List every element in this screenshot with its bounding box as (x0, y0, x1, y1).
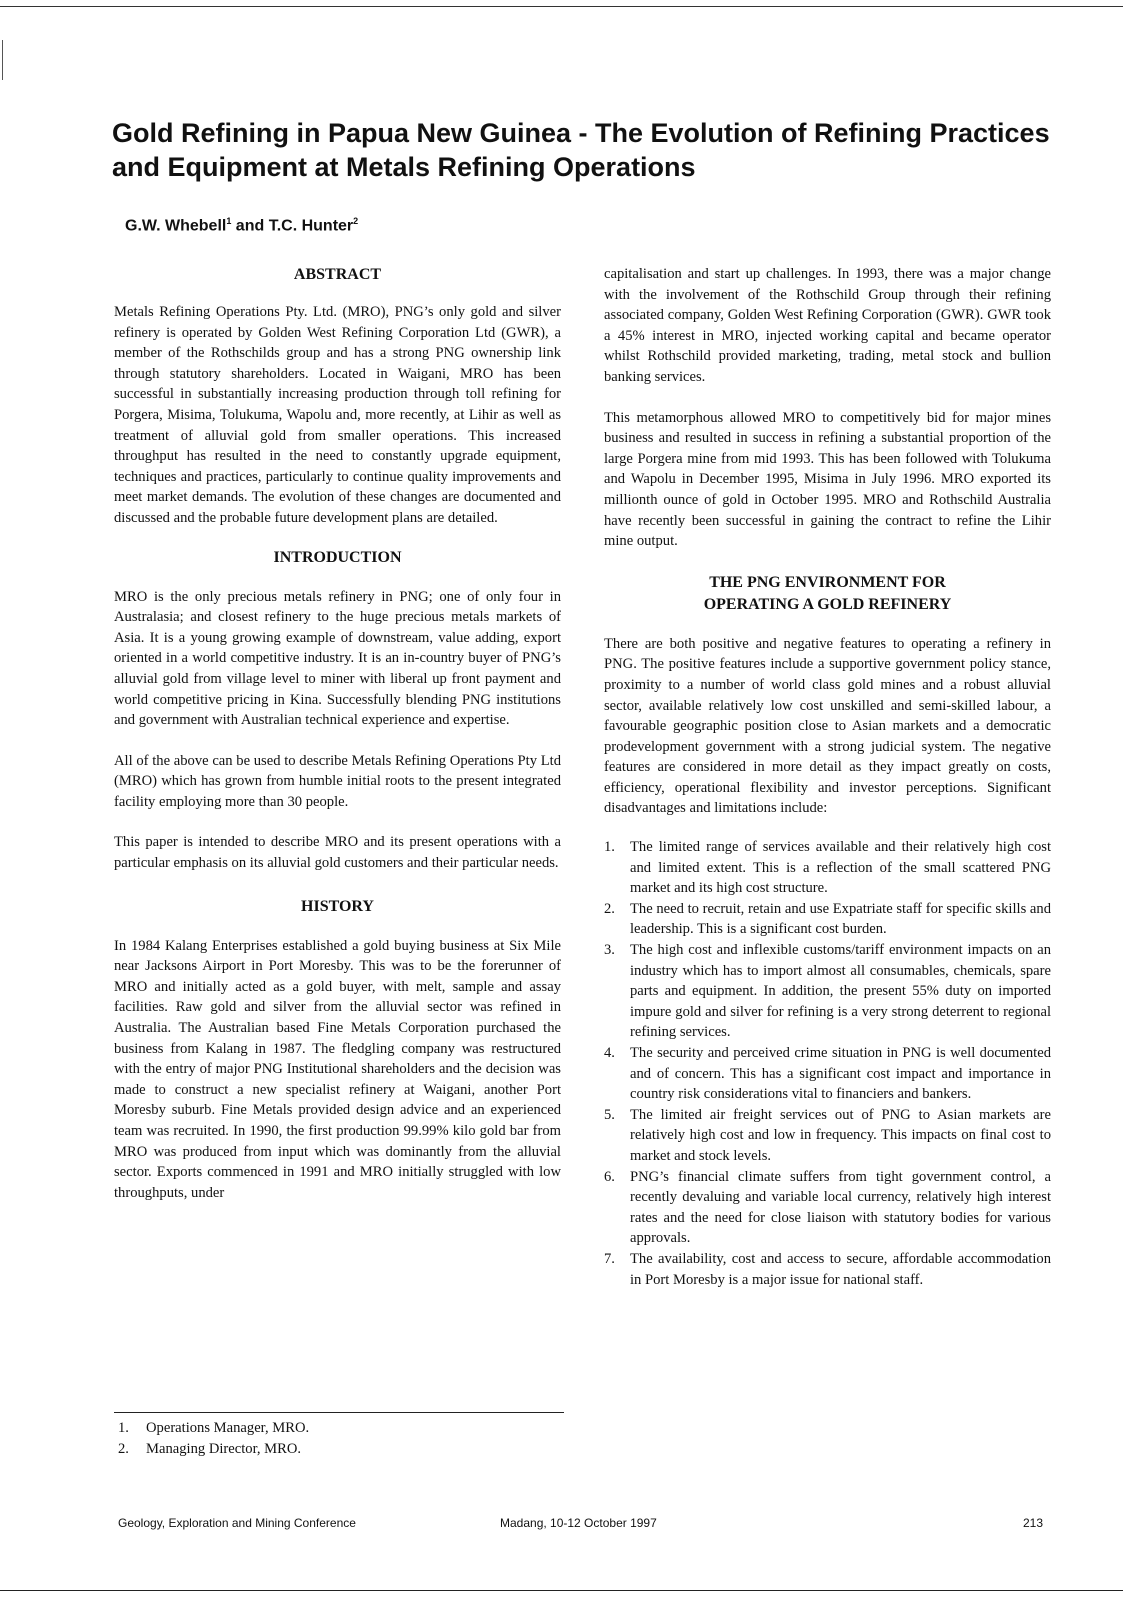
footer-conference-name: Geology, Exploration and Mining Conference (118, 1516, 356, 1530)
list-item-number: 7. (604, 1250, 615, 1267)
list-item-text: The need to recruit, retain and use Expatriate staff for specific skills and leadership. This is a significant cost burden. (630, 900, 1051, 938)
list-item (604, 1167, 1051, 1249)
numbered-list (604, 837, 1051, 1290)
section-heading-history: HISTORY (301, 897, 374, 915)
list-item-text: The availability, cost and access to secure, affordable accommodation in Port Moresby is a major issue for national staff. (630, 1250, 1051, 1288)
list-item-text: The security and perceived crime situation in PNG is well documented and of concern. This has a significant cost impact and importance in country risk considerations vital to financiers and bankers. (630, 1045, 1051, 1103)
author-affiliation-mark: 1 (226, 216, 232, 226)
list-item-text: The limited range of services available and their relatively high cost and limited extent. This is a reflection of the small scattered PNG market and its high cost structure. (630, 839, 1051, 897)
body-paragraph: There are both positive and negative features to operating a refinery in PNG. The positive features include a supportive government policy stance, proximity to a number of world class gold mines and a robust alluvial sector, available relatively low cost unskilled and semi-skilled labour, a favourable geographic position close to Asian markets and a democratic prodevelopment government with a strong judicial system. The negative features are considered in more detail as they impact greatly on costs, efficiency, operational flexibility and investor perceptions. Significant disadvantages and limitations include: (604, 635, 1051, 817)
list-item (604, 1043, 1051, 1105)
body-paragraph: This paper is intended to describe MRO and its present operations with a particular emphasis on its alluvial gold customers and their particular needs. (114, 834, 561, 872)
footnote-number: 1. (118, 1420, 129, 1436)
page-number: 213 (1023, 1516, 1044, 1530)
body-paragraph: All of the above can be used to describe Metals Refining Operations Pty Ltd (MRO) which has grown from humble initial roots to the present integrated facility employing more than 30 people. (114, 752, 561, 810)
list-item-number: 5. (604, 1106, 615, 1123)
list-item-number: 2. (604, 900, 615, 917)
body-paragraph: capitalisation and start up challenges. In 1993, there was a major change with the involvement of the Rothschild Group through their refining associated company, Golden West Refining Corporation (GWR). GWR took a 45% interest in MRO, injected working capital and became operator whilst Rothschild provided marketing, trading, metal stock and bullion banking services. (604, 266, 1051, 385)
authors-line (125, 216, 358, 235)
heading-line: OPERATING A GOLD REFINERY (703, 595, 952, 613)
page-bottom-edge (0, 1590, 1123, 1591)
right-column (604, 264, 1051, 1290)
abstract-paragraph: Metals Refining Operations Pty. Ltd. (MRO), PNG’s only gold and silver refinery is operated by Golden West Refining Corporation Ltd (GWR), a member of the Rothschilds group and has a strong PNG ownership link through statutory shareholders. Located in Waigani, MRO has been successful in substantially increasing production through toll refining for Porgera, Misima, Tolukuma, Wapolu and, more recently, at Lihir as well as treatment of alluvial gold from smaller operations. This increased throughput has resulted in the need to constantly upgrade equipment, techniques and practices, particularly to continue quality improvements and meet market demands. The evolution of these changes are documented and discussed and the probable future development plans are detailed. (114, 304, 561, 526)
body-paragraph: This metamorphous allowed MRO to competitively bid for major mines business and resulted in success in refining a substantial proportion of the large Porgera mine from mid 1993. This has been followed with Tolukuma and Wapolu in December 1995, Misima in July 1996. MRO exported its millionth ounce of gold in October 1995. MRO and Rothschild Australia have recently been successful in gaining the contract to refine the Lihir mine output. (604, 409, 1051, 550)
list-item (604, 1105, 1051, 1167)
list-item-number: 1. (604, 839, 615, 856)
list-item (604, 837, 1051, 899)
list-item (604, 899, 1051, 940)
page-top-edge (0, 6, 1123, 7)
body-paragraph: MRO is the only precious metals refinery in PNG; one of only four in Australasia; and closest refinery to the huge precious metals markets of Asia. It is a young growing example of downstream, value adding, export oriented in a world competitive industry. It is an in-country buyer of PNG’s alluvial gold from village level to miner with liberal up front payment and world competitive pricing in Kina. Successfully blending PNG institutions and government with Australian technical experience and expertise. (114, 588, 561, 729)
footnotes (118, 1418, 309, 1460)
footnote-text: Managing Director, MRO. (146, 1441, 302, 1457)
author-affiliation-mark: 2 (353, 216, 359, 226)
section-heading-abstract: ABSTRACT (293, 266, 382, 283)
section-heading-png-environment (604, 572, 1051, 616)
page-left-edge-mark (2, 40, 3, 80)
body-paragraph: In 1984 Kalang Enterprises established a gold buying business at Six Mile near Jacksons Airport in Port Moresby. This was to be the forerunner of MRO and initially acted as a gold buyer, with melt, sample and assay facilities. Raw gold and silver from the alluvial sector was refined in Australia. The Australian based Fine Metals Corporation purchased the business from Kalang in 1987. The fledgling company was restructured with the entry of major PNG Institutional shareholders and the decision was made to construct a new specialist refinery at Waigani, another Port Moresby suburb. Fine Metals provided design advice and an experienced team was recruited. In 1990, the first production 99.99% kilo gold bar from MRO was produced from input which was dominantly from the alluvial sector. Exports commenced in 1991 and MRO initially struggled with low throughputs, under (114, 937, 561, 1201)
list-item-number: 6. (604, 1168, 615, 1185)
list-item-text: The limited air freight services out of PNG to Asian markets are relatively high cost and low in frequency. This impacts on final cost to market and stock levels. (630, 1106, 1051, 1164)
list-item-text: PNG’s financial climate suffers from tight government control, a recently devaluing and variable local currency, relatively high interest rates and the need for close liaison with statutory bodies for various approvals. (630, 1168, 1051, 1247)
list-item (604, 1249, 1051, 1290)
author-name: G.W. Whebell (125, 217, 227, 235)
footer-location-date: Madang, 10-12 October 1997 (500, 1516, 657, 1530)
footnote-item (118, 1439, 309, 1460)
footnote-item (118, 1418, 309, 1439)
list-item-text: The high cost and inflexible customs/tariff environment impacts on an industry which has to import almost all consumables, chemicals, spare parts and equipment. In addition, the present 55% duty on imported impure gold and silver for refining is a very strong deterrent to regional refining services. (630, 942, 1051, 1041)
footnote-divider (114, 1412, 564, 1413)
section-heading-introduction: INTRODUCTION (273, 548, 402, 566)
paper-title: Gold Refining in Papua New Guinea - The Evolution of Refining Practices and Equipment at Metals Refining Operations (112, 118, 1050, 182)
footnote-number: 2. (118, 1441, 129, 1457)
author-connector: and (231, 217, 269, 235)
list-item (604, 940, 1051, 1043)
heading-line: THE PNG ENVIRONMENT FOR (709, 573, 946, 591)
left-column (114, 264, 561, 1223)
author-name: T.C. Hunter (268, 217, 354, 235)
list-item-number: 4. (604, 1045, 615, 1061)
footnote-text: Operations Manager, MRO. (146, 1420, 310, 1436)
list-item-number: 3. (604, 942, 615, 959)
